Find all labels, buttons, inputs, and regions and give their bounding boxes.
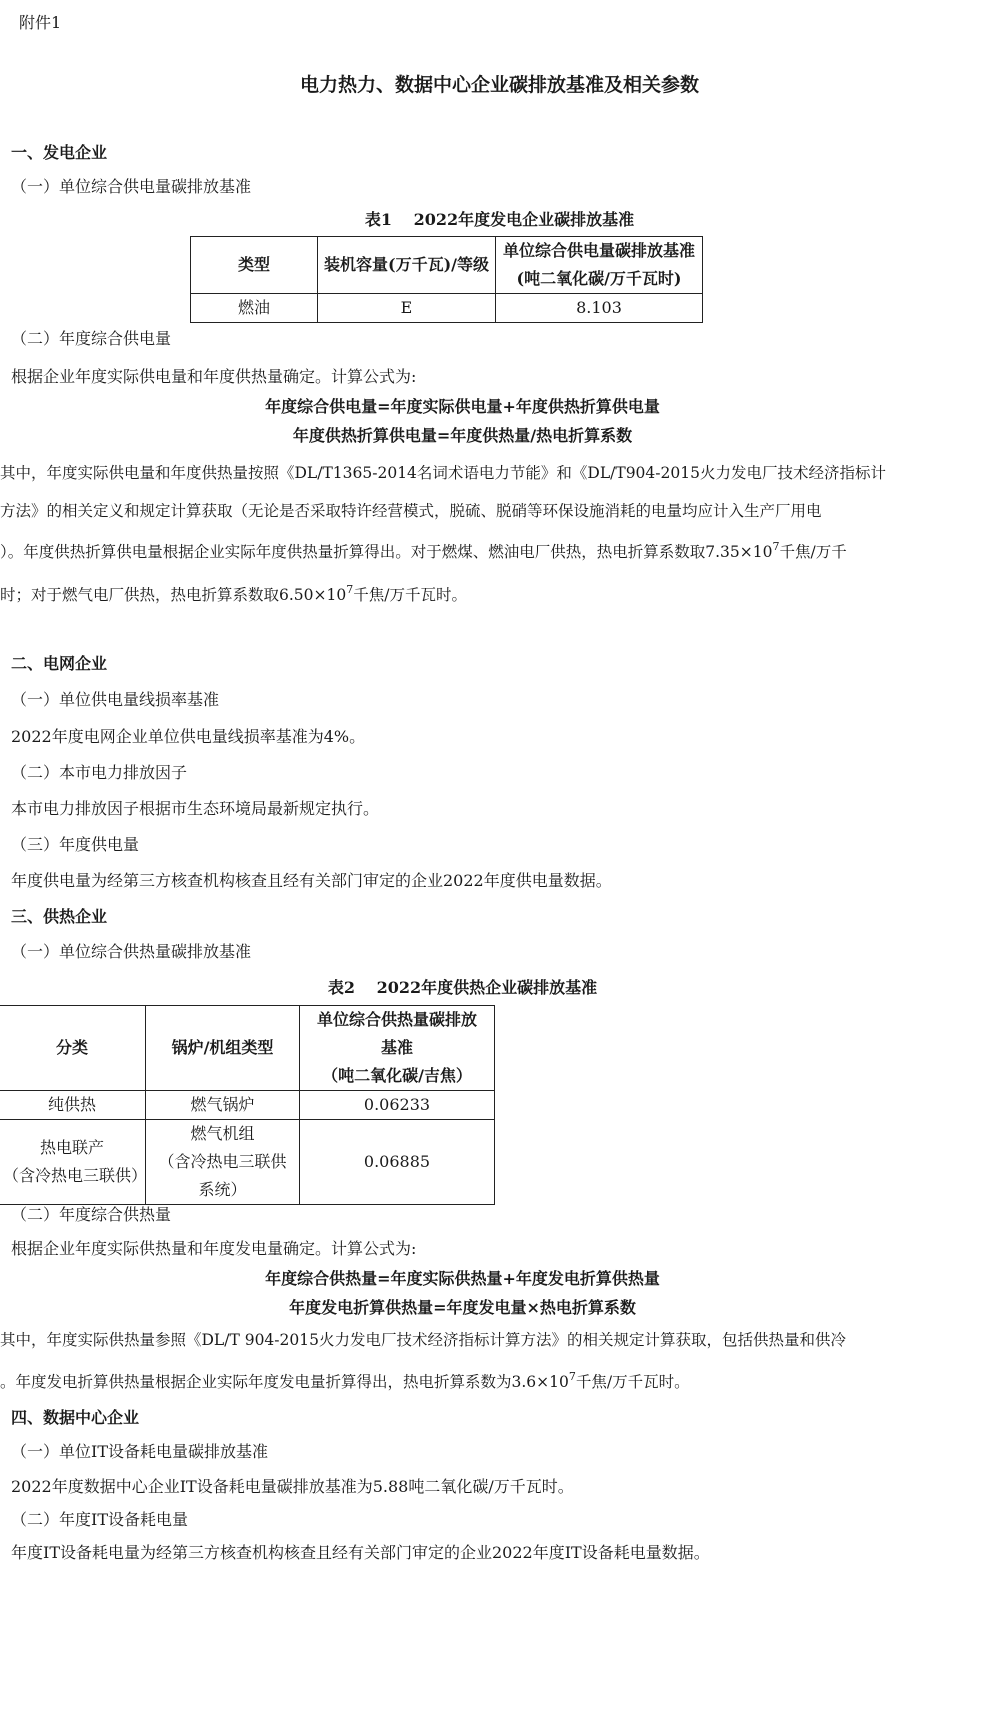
paragraph: 根据企业年度实际供热量和年度发电量确定。计算公式为: [11,1239,417,1258]
subsection-title: （一）单位综合供热量碳排放基准 [11,942,252,961]
paragraph: 2022年度数据中心企业IT设备耗电量碳排放基准为5.88吨二氧化碳/万千瓦时。 [11,1477,574,1496]
attachment-label: 附件1 [19,13,62,32]
paragraph-line: 其中，年度实际供热量参照《DL/T 904-2015火力发电厂技术经济指标计算方法》的相关规定计算获取，包括供热量和供冷 [0,1331,846,1349]
table2-heating-benchmark [0,1005,495,1205]
paragraph: 根据企业年度实际供电量和年度供热量确定。计算公式为: [11,367,417,386]
table2-header-benchmark: 单位综合供热量碳排放 基准 （吨二氧化碳/吉焦） [300,1006,495,1091]
table-row [0,1120,495,1205]
paragraph-line: 其中，年度实际供电量和年度供热量按照《DL/T1365-2014名词术语电力节能》和《DL/T904-2015火力发电厂技术经济指标计 [0,464,886,482]
subsection-title: （二）年度IT设备耗电量 [11,1510,188,1529]
table1-header-benchmark: 单位综合供电量碳排放基准 (吨二氧化碳/万千瓦时) [496,237,703,294]
table1-header-type: 类型 [191,237,318,294]
formula: 年度综合供电量=年度实际供电量+年度供热折算供电量 [265,397,660,416]
paragraph: 2022年度电网企业单位供电量线损率基准为4%。 [11,727,366,746]
table2-cell-type: 燃气机组 （含冷热电三联供 系统） [146,1120,300,1205]
paragraph: 年度IT设备耗电量为经第三方核查机构核查且经有关部门审定的企业2022年度IT设备耗电量数据。 [11,1543,710,1562]
subsection-title: （二）本市电力排放因子 [11,763,188,782]
table1-header-capacity: 装机容量(万千瓦)/等级 [318,237,496,294]
formula: 年度供热折算供电量=年度供热量/热电折算系数 [292,426,633,445]
table2-header-boiler-type: 锅炉/机组类型 [146,1006,300,1091]
table2-cell-value: 0.06233 [300,1091,495,1120]
table1-caption: 表1 2022年度发电企业碳排放基准 [364,210,635,229]
table1-power-benchmark [190,236,703,323]
section-heading-grid: 二、电网企业 [11,654,108,673]
table1-cell-type: 燃油 [191,294,318,323]
table2-cell-category: 热电联产 （含冷热电三联供） [0,1120,146,1205]
paragraph-line: ）。年度供热折算供电量根据企业实际年度供热量折算得出。对于燃煤、燃油电厂供热，热电折算系数取$7.35\times 10^7$千焦/万千 [0,540,847,561]
table1-cell-grade: E [318,294,496,323]
subsection-title: （二）年度综合供电量 [11,329,172,348]
table-row [191,294,703,323]
table-row [0,1091,495,1120]
section-heading-heating: 三、供热企业 [11,907,108,926]
paragraph-line: 方法》的相关定义和规定计算获取（无论是否采取特许经营模式，脱硫、脱硝等环保设施消耗的电量均应计入生产厂用电 [0,502,822,520]
table1-cell-value: 8.103 [496,294,703,323]
formula: 年度发电折算供热量=年度发电量×热电折算系数 [289,1298,636,1317]
paragraph-line: 。年度发电折算供热量根据企业实际年度发电量折算得出，热电折算系数为$3.6\times 10^7$千焦/万千瓦时。 [0,1370,690,1391]
table2-cell-value: 0.06885 [300,1120,495,1205]
paragraph: 年度供电量为经第三方核查机构核查且经有关部门审定的企业2022年度供电量数据。 [11,871,612,890]
subsection-title: （一）单位供电量线损率基准 [11,690,220,709]
subsection-title: （三）年度供电量 [11,835,140,854]
table2-header-category: 分类 [0,1006,146,1091]
section-heading-power: 一、发电企业 [11,143,108,162]
table2-cell-category: 纯供热 [0,1091,146,1120]
table2-cell-type: 燃气锅炉 [146,1091,300,1120]
subsection-title: （二）年度综合供热量 [11,1205,172,1224]
document-title: 电力热力、数据中心企业碳排放基准及相关参数 [299,74,699,96]
subsection-title: （一）单位IT设备耗电量碳排放基准 [11,1442,268,1461]
paragraph: 本市电力排放因子根据市生态环境局最新规定执行。 [11,799,380,818]
subsection-title: （一）单位综合供电量碳排放基准 [11,177,252,196]
section-heading-datacenter: 四、数据中心企业 [11,1408,140,1427]
formula: 年度综合供热量=年度实际供热量+年度发电折算供热量 [265,1269,660,1288]
paragraph-line: 时；对于燃气电厂供热，热电折算系数取$6.50\times 10^7$千焦/万千瓦时。 [0,583,467,604]
table2-caption: 表2 2022年度供热企业碳排放基准 [327,978,598,997]
